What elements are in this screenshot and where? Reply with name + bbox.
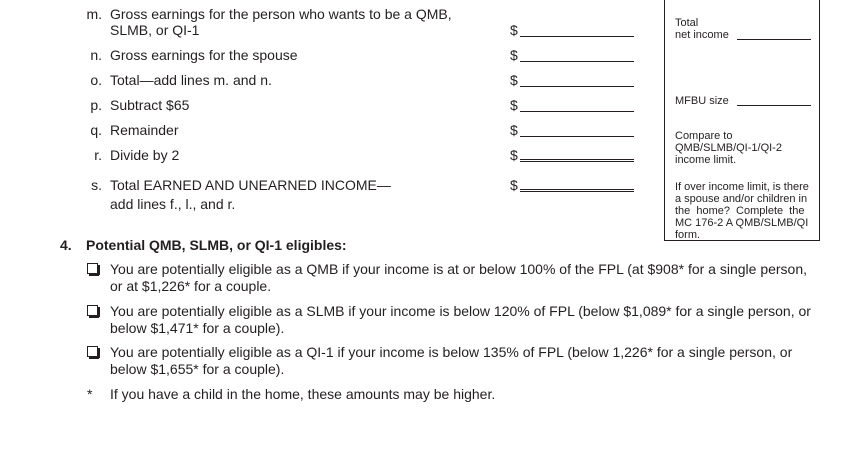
qmb-option-line-2: or at $1,226* for a couple. <box>110 278 272 294</box>
qi1-option-line-1: You are potentially eligible as a QI-1 if your income is below 135% of FPL (below 1,226* for a single person, or <box>110 344 793 360</box>
mfbu-size-label: MFBU size <box>675 95 729 107</box>
line-s-label-2: add lines f., l., and r. <box>110 196 236 212</box>
line-o-label: Total—add lines m. and n. <box>110 72 272 88</box>
line-n-label: Gross earnings for the spouse <box>110 47 298 63</box>
side-box <box>664 0 820 241</box>
line-letter-p: p. <box>90 97 102 113</box>
footnote-mark: * <box>87 386 93 402</box>
section-4-title: Potential QMB, SLMB, or QI-1 eligibles: <box>86 237 347 253</box>
dollar-sign-n: $ <box>510 47 518 63</box>
slmb-checkbox[interactable] <box>87 305 98 316</box>
qmb-checkbox[interactable] <box>87 263 98 274</box>
line-letter-q: q. <box>90 122 102 138</box>
dollar-sign-r: $ <box>510 147 518 163</box>
line-m-input[interactable] <box>520 36 634 37</box>
dollar-sign-p: $ <box>510 97 518 113</box>
section-4-number: 4. <box>60 237 72 253</box>
net-income-input[interactable] <box>737 39 811 40</box>
over-limit-line-3: the home? Complete the <box>675 205 805 217</box>
mfbu-size-input[interactable] <box>737 105 811 106</box>
compare-line-2: QMB/SLMB/QI-1/QI-2 <box>675 142 782 154</box>
line-letter-n: n. <box>90 47 102 63</box>
over-limit-line-4: MC 176-2 A QMB/SLMB/QI <box>675 217 809 229</box>
slmb-option-line-2: below $1,471* for a couple). <box>110 320 285 336</box>
line-m-label-2: SLMB, or QI-1 <box>110 22 200 38</box>
qmb-option-line-1: You are potentially eligible as a QMB if your income is at or below 100% of the FPL (at $908* for a single person, <box>110 261 808 277</box>
line-p-label: Subtract $65 <box>110 97 190 113</box>
dollar-sign-m: $ <box>510 22 518 38</box>
slmb-option-line-1: You are potentially eligible as a SLMB if your income is below 120% of FPL (below $1,089* for a single person, or <box>110 303 811 319</box>
net-income-label: net income <box>675 29 729 41</box>
over-limit-line-1: If over income limit, is there <box>675 181 809 193</box>
total-label: Total <box>675 17 699 29</box>
line-r-input[interactable] <box>520 159 634 162</box>
dollar-sign-s: $ <box>510 177 518 193</box>
line-letter-m: m. <box>86 6 102 22</box>
compare-line-3: income limit. <box>675 154 737 166</box>
line-letter-r: r. <box>94 147 102 163</box>
over-limit-line-5: form. <box>675 229 701 241</box>
qi1-option-line-2: below $1,655* for a couple). <box>110 361 285 377</box>
qi1-checkbox[interactable] <box>87 346 98 357</box>
over-limit-line-2: a spouse and/or children in <box>675 193 808 205</box>
line-s-label-1: Total EARNED AND UNEARNED INCOME— <box>110 177 391 193</box>
line-letter-o: o. <box>90 72 102 88</box>
compare-line-1: Compare to <box>675 130 733 142</box>
line-o-input[interactable] <box>520 86 634 87</box>
dollar-sign-o: $ <box>510 72 518 88</box>
line-p-input[interactable] <box>520 111 634 112</box>
line-q-label: Remainder <box>110 122 179 138</box>
line-q-input[interactable] <box>520 136 634 137</box>
line-letter-s: s. <box>91 177 102 193</box>
line-s-input[interactable] <box>520 189 634 192</box>
line-m-label-1: Gross earnings for the person who wants to be a QMB, <box>110 6 452 22</box>
footnote-text: If you have a child in the home, these amounts may be higher. <box>110 386 496 402</box>
line-n-input[interactable] <box>520 61 634 62</box>
dollar-sign-q: $ <box>510 122 518 138</box>
line-r-label: Divide by 2 <box>110 147 180 163</box>
